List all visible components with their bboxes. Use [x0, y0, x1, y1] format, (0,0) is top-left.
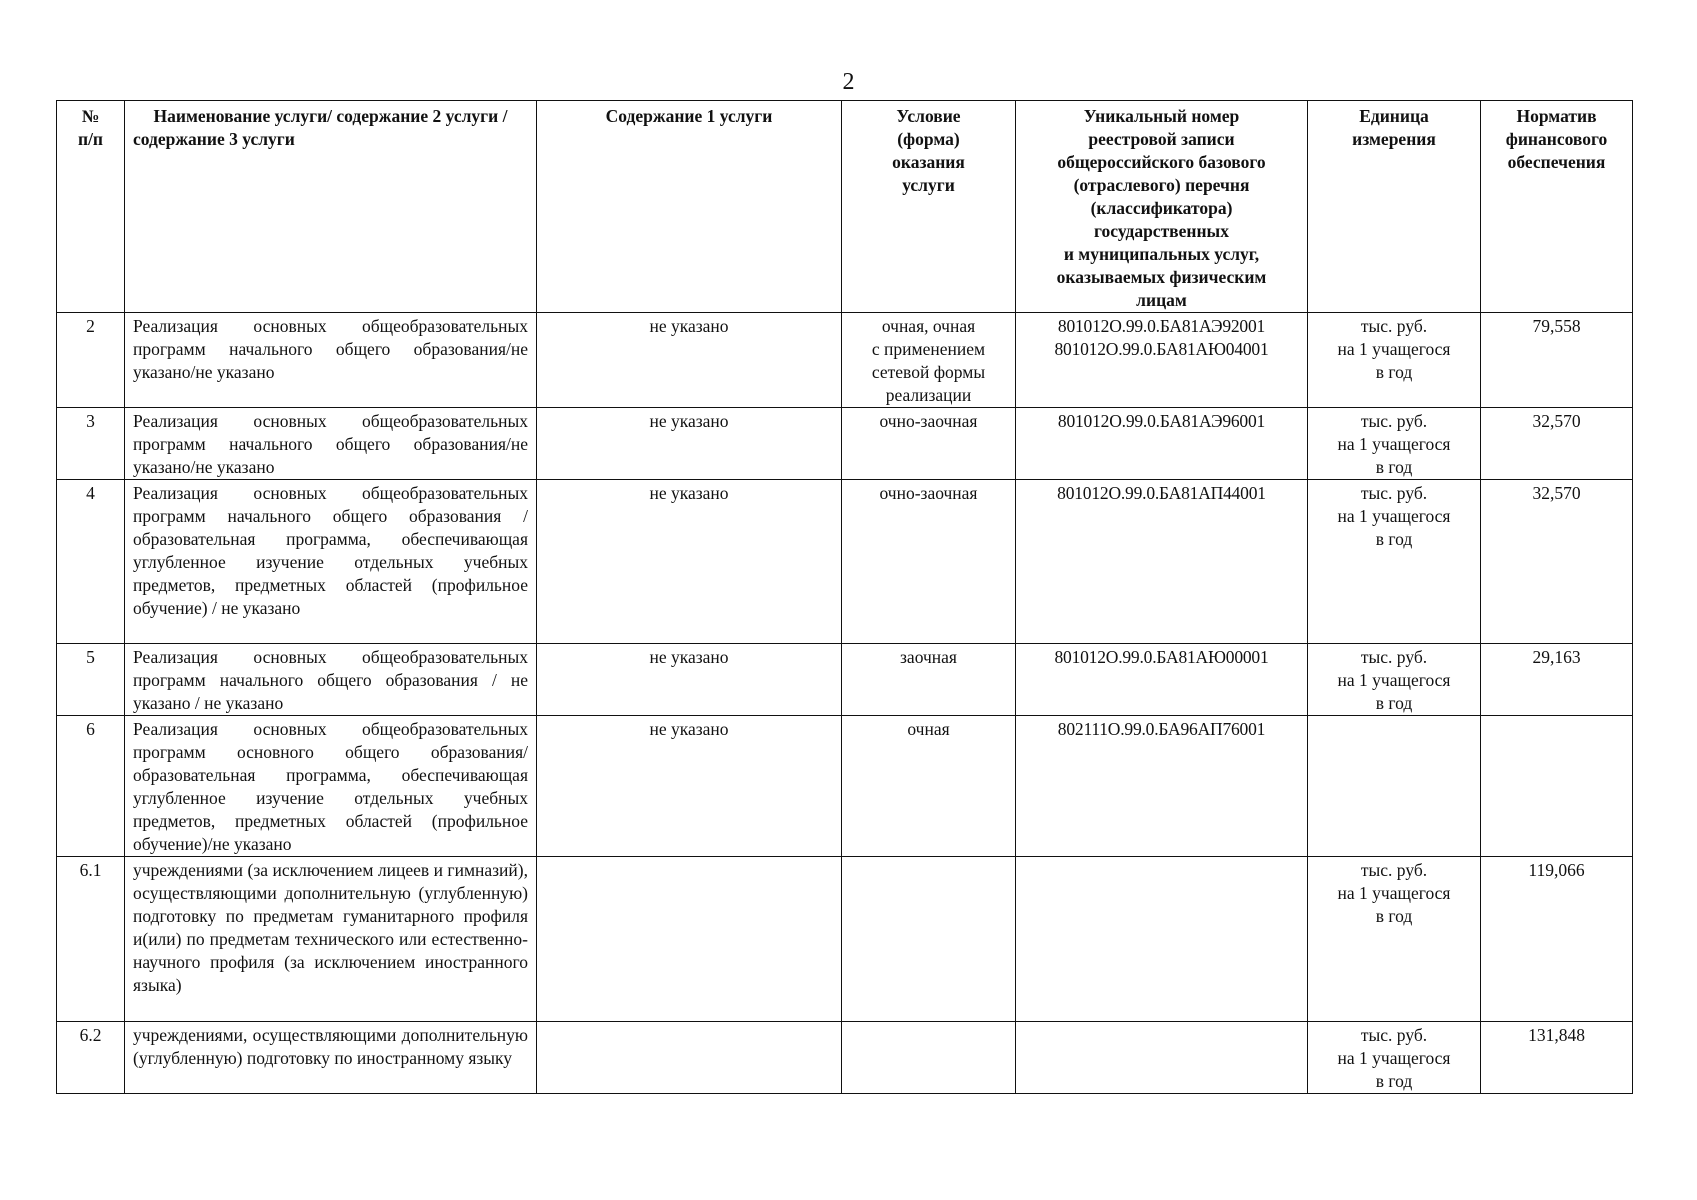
unit-of-measure: тыс. руб. на 1 учащегося в год — [1308, 1022, 1481, 1094]
row-number: 6 — [57, 716, 125, 857]
table-row — [57, 857, 1633, 1022]
service-name: Реализация основных общеобразовательных программ начального общего образования / образовательная программа, обеспечивающая углубленное изучение отдельных учебных предметов, предметных областей (профильное обучение) / не указано — [125, 480, 537, 644]
service-name: учреждениями, осуществляющими дополнительную (углубленную) подготовку по иностранному языку — [125, 1022, 537, 1094]
norm-value: 32,570 — [1481, 408, 1633, 480]
unit-of-measure: тыс. руб. на 1 учащегося в год — [1308, 313, 1481, 408]
service-condition: очно-заочная — [842, 408, 1016, 480]
service-content1 — [537, 857, 842, 1022]
table-row — [57, 408, 1633, 480]
registry-number — [1016, 1022, 1308, 1094]
unit-of-measure: тыс. руб. на 1 учащегося в год — [1308, 480, 1481, 644]
page-number: 2 — [842, 69, 855, 95]
row-number: 2 — [57, 313, 125, 408]
service-name: учреждениями (за исключением лицеев и гимназий), осуществляющими дополнительную (углубленную) подготовку по предметам гуманитарного профиля и(или) по предметам технического или естественно-научного профиля (за исключением иностранного языка) — [125, 857, 537, 1022]
financing-norms-table — [56, 100, 1633, 1094]
registry-number — [1016, 857, 1308, 1022]
unit-of-measure: тыс. руб. на 1 учащегося в год — [1308, 408, 1481, 480]
service-content1: не указано — [537, 408, 842, 480]
service-name: Реализация основных общеобразовательных программ начального общего образования/не указано/не указано — [125, 408, 537, 480]
service-name: Реализация основных общеобразовательных программ основного общего образования/образовательная программа, обеспечивающая углубленное изучение отдельных учебных предметов, предметных областей (профильное обучение)/не указано — [125, 716, 537, 857]
norm-value: 32,570 — [1481, 480, 1633, 644]
header-norm: Норматив финансового обеспечения — [1481, 101, 1633, 313]
norm-value — [1481, 716, 1633, 857]
service-condition: очная, очная с применением сетевой формы реализации — [842, 313, 1016, 408]
header-registry-number: Уникальный номер реестровой записи общероссийского базового (отраслевого) перечня (классификатора) государственных и муниципальных услуг, оказываемых физическим лицам — [1016, 101, 1308, 313]
service-condition: очная — [842, 716, 1016, 857]
header-unit: Единица измерения — [1308, 101, 1481, 313]
row-number: 3 — [57, 408, 125, 480]
unit-of-measure: тыс. руб. на 1 учащегося в год — [1308, 857, 1481, 1022]
service-content1: не указано — [537, 313, 842, 408]
table-row — [57, 716, 1633, 857]
service-name: Реализация основных общеобразовательных программ начального общего образования/не указано/не указано — [125, 313, 537, 408]
header-content1: Содержание 1 услуги — [537, 101, 842, 313]
service-content1: не указано — [537, 644, 842, 716]
unit-of-measure — [1308, 716, 1481, 857]
unit-of-measure: тыс. руб. на 1 учащегося в год — [1308, 644, 1481, 716]
registry-number: 801012О.99.0.БА81АЭ92001 801012О.99.0.БА81АЮ04001 — [1016, 313, 1308, 408]
registry-number: 802111О.99.0.БА96АП76001 — [1016, 716, 1308, 857]
service-condition — [842, 857, 1016, 1022]
service-name: Реализация основных общеобразовательных программ начального общего образования / не указано / не указано — [125, 644, 537, 716]
registry-number: 801012О.99.0.БА81АЮ00001 — [1016, 644, 1308, 716]
norm-value: 79,558 — [1481, 313, 1633, 408]
service-condition: очно-заочная — [842, 480, 1016, 644]
registry-number: 801012О.99.0.БА81АЭ96001 — [1016, 408, 1308, 480]
service-condition: заочная — [842, 644, 1016, 716]
header-row — [57, 101, 1633, 313]
table-row — [57, 1022, 1633, 1094]
row-number: 5 — [57, 644, 125, 716]
row-number: 6.1 — [57, 857, 125, 1022]
service-content1 — [537, 1022, 842, 1094]
row-number: 6.2 — [57, 1022, 125, 1094]
row-number: 4 — [57, 480, 125, 644]
table-row — [57, 644, 1633, 716]
norm-value: 119,066 — [1481, 857, 1633, 1022]
header-num: № п/п — [57, 101, 125, 313]
header-name: Наименование услуги/ содержание 2 услуги / содержание 3 услуги — [125, 101, 537, 313]
table-row — [57, 313, 1633, 408]
service-condition — [842, 1022, 1016, 1094]
header-condition: Условие (форма) оказания услуги — [842, 101, 1016, 313]
service-content1: не указано — [537, 480, 842, 644]
registry-number: 801012О.99.0.БА81АП44001 — [1016, 480, 1308, 644]
service-content1: не указано — [537, 716, 842, 857]
table-row — [57, 480, 1633, 644]
norm-value: 29,163 — [1481, 644, 1633, 716]
norm-value: 131,848 — [1481, 1022, 1633, 1094]
